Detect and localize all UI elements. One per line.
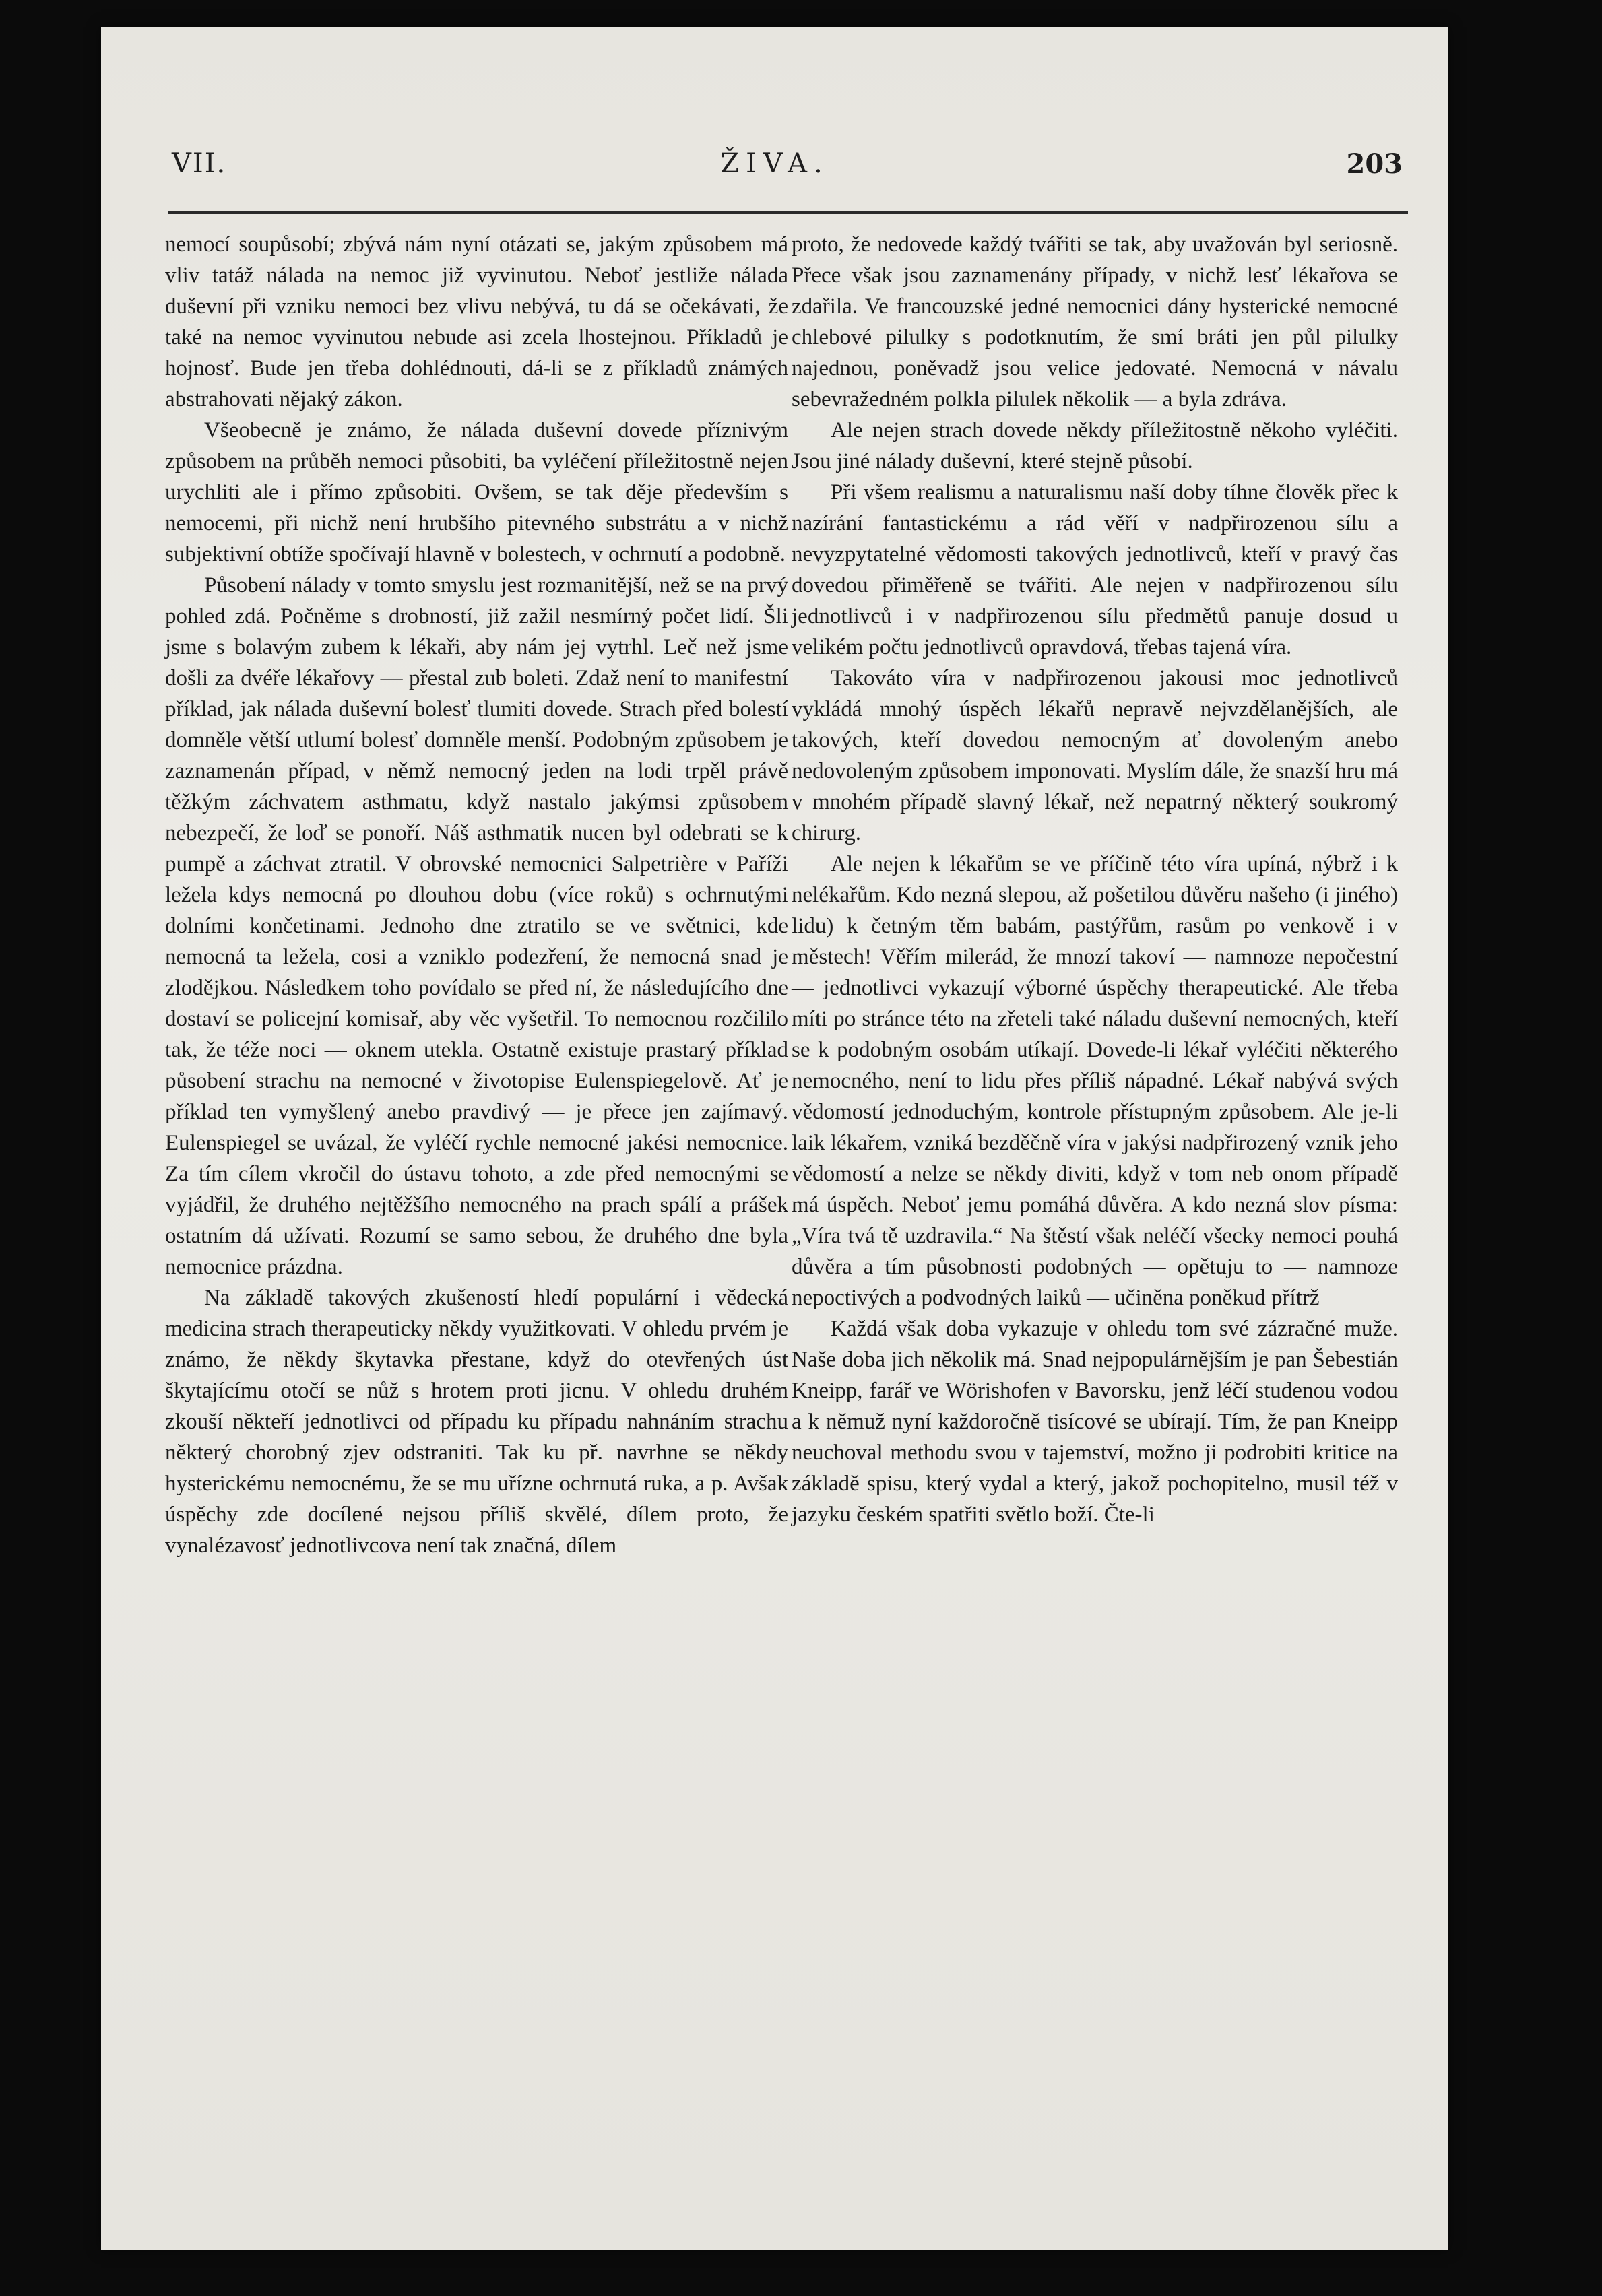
paragraph: Ale nejen strach dovede někdy příležitostně někoho vyléčiti. Jsou jiné nálady duševní, které stejně působí. bbox=[792, 418, 1398, 473]
paragraph: Ale nejen k lékařům se ve příčině této víra upíná, nýbrž i k nelékařům. Kdo nezná slepou, až pošetilou důvěru našeho (i jiného) lidu) k četným těm babám, pastýřům, rasům po venkově i v městech! Věřím milerád, že mnozí takoví — namnoze nepočestní — jednotlivci vykazují výborné úspěchy therapeutické. Ale třeba míti po stránce této na zřeteli také náladu duševní nemocných, kteří se k podobným osobám utíkají. Dovede-li lékař vyléčiti některého nemocného, není to lidu přes příliš nápadné. Lékař nabývá svých vědomostí jednoduchým, kontrole přístupným způsobem. Ale je-li laik lékařem, vzniká bezděčně víra v jakýsi nadpřirozený vznik jeho vědomostí a nelze se někdy diviti, když v tom neb onom případě má úspěch. Neboť jemu pomáhá důvěra. A kdo nezná slov písma: „Víra tvá tě uzdravila.“ Na štěstí však neléčí všecky nemoci pouhá důvěra a tím působnosti podobných — opětuju to — namnoze nepoctivých a podvodných laiků — učiněna poněkud přítrž bbox=[792, 852, 1398, 1310]
paragraph: Každá však doba vykazuje v ohledu tom své zázračné muže. Naše doba jich několik má. Snad nejpopulárnějším je pan Šebestián Kneipp, farář ve Wörishofen v Bavorsku, jenž léčí studenou vodou a k němuž nyní každoročně tisícové se ubírají. Tím, že pan Kneipp neuchoval methodu svou v tajemství, možno ji podrobiti kritice na základě spisu, který vydal a který, jakož pochopitelno, musil též v jazyku českém spatřiti světlo boží. Čte-li bbox=[792, 1317, 1398, 1527]
paragraph: Na základě takových zkušeností hledí populární i vědecká medicina strach therapeuticky někdy využitkovati. V ohledu prvém je známo, že někdy škytavka přestane, když do otevřených úst škytajícímu otočí se nůž s hrotem proti jicnu. V ohledu druhém zkouší někteří jednotlivci od případu ku případu nahnáním strachu některý chorobný zjev odstraniti. Tak ku př. navrhne se někdy hysterickému nemocnému, že se mu uřízne ochrnutá ruka, a p. Avšak úspěchy zde docílené nejsou příliš skvělé, dílem proto, že vynalézavosť jednotlivcova není tak značná, dílem bbox=[165, 1286, 788, 1558]
paragraph: proto, že nedovede každý tvářiti se tak, aby uvažován byl seriosně. Přece však jsou zaznamenány případy, v nichž lesť lékařova se zdařila. Ve francouzské jedné nemocnici dány hysterické nemocné chlebové pilulky s podotknutím, že smí bráti jen půl pilulky najednou, poněvadž jsou velice jedovaté. Nemocná v návalu sebevražedném polkla pilulek několik — a byla zdráva. bbox=[792, 232, 1398, 412]
book-page bbox=[101, 27, 1448, 2250]
page-header bbox=[101, 131, 1448, 178]
left-column bbox=[165, 229, 788, 1561]
right-column bbox=[792, 229, 1398, 1530]
header-rule bbox=[168, 211, 1408, 214]
paragraph: Při všem realismu a naturalismu naší doby tíhne člověk přec k nazírání fantastickému a rád věří v nadpřirozenou sílu a nevyzpytatelné vědomosti takových jednotlivců, kteří v pravý čas dovedou přiměřeně se tvářiti. Ale nejen v nadpřirozenou sílu jednotlivců i v nadpřirozenou sílu předmětů panuje dosud u velikém počtu jednotlivců opravdová, třebas tajená víra. bbox=[792, 480, 1398, 659]
paragraph: Všeobecně je známo, že nálada duševní dovede příznivým způsobem na průběh nemoci působiti, ba vyléčení příležitostně nejen urychliti ale i přímo způsobiti. Ovšem, se tak děje především s nemocemi, při nichž není hrubšího pitevného substrátu a v nichž subjektivní obtíže spočívají hlavně v bolestech, v ochrnutí a podobně. bbox=[165, 418, 788, 566]
paragraph: Působení nálady v tomto smyslu jest rozmanitější, než se na prvý pohled zdá. Počněme s drobností, již zažil nesmírný počet lidí. Šli jsme s bolavým zubem k lékaři, aby nám jej vytrhl. Leč než jsme došli za dvéře lékařovy — přestal zub boleti. Zdaž není to manifestní příklad, jak nálada duševní bolesť tlumiti dovede. Strach před bolestí domněle větší utlumí bolesť domněle menší. Podobným způsobem je zaznamenán případ, v němž nemocný jeden na lodi trpěl právě těžkým záchvatem asthmatu, když nastalo jakýmsi způsobem nebezpečí, že loď se ponoří. Náš asthmatik nucen byl odebrati se k pumpě a záchvat ztratil. V obrovské nemocnici Salpetrière v Paříži ležela kdys nemocná po dlouhou dobu (více roků) s ochrnutými dolními končetinami. Jednoho dne ztratilo se ve světnici, kde nemocná ta ležela, cosi a vzniklo podezření, že nemocná snad je zlodějkou. Následkem toho povídalo se před ní, že následujícího dne dostaví se policejní komisař, aby věc vyšetřil. To nemocnou rozčililo tak, že téže noci — oknem utekla. Ostatně existuje prastarý příklad působení strachu na nemocné v životopise Eulenspiegelově. Ať je příklad ten vymyšlený anebo pravdivý — je přece jen zajímavý. Eulenspiegel se uvázal, že vyléčí rychle nemocné jakési nemocnice. Za tím cílem vkročil do ústavu tohoto, a zde před nemocnými se vyjádřil, že druhého nejtěžšího nemocného na prach spálí a prášek ostatním dá užívati. Rozumí se samo sebou, že druhého dne byla nemocnice prázdna. bbox=[165, 573, 788, 1279]
journal-title: ŽIVA. bbox=[720, 148, 829, 179]
paragraph: nemocí soupůsobí; zbývá nám nyní otázati se, jakým způsobem má vliv tatáž nálada na nemoc již vyvinutou. Neboť jestliže nálada duševní při vzniku nemoci bez vlivu nebývá, tu dá se očekávati, že také na nemoc vyvinutou nebude asi zcela lhostejnou. Příkladů je hojnosť. Bude jen třeba dohlédnouti, dá-li se z příkladů známých abstrahovati nějaký zákon. bbox=[165, 232, 788, 412]
page-number: 203 bbox=[1346, 148, 1403, 180]
volume-number: VII. bbox=[172, 148, 227, 179]
paragraph: Takováto víra v nadpřirozenou jakousi moc jednotlivců vykládá mnohý úspěch lékařů nepravě nejvzdělanějších, ale takových, kteří dovedou nemocným ať dovoleným anebo nedovoleným způsobem imponovati. Myslím dále, že snazší hru má v mnohém případě slavný lékař, než nepatrný některý soukromý chirurg. bbox=[792, 666, 1398, 845]
